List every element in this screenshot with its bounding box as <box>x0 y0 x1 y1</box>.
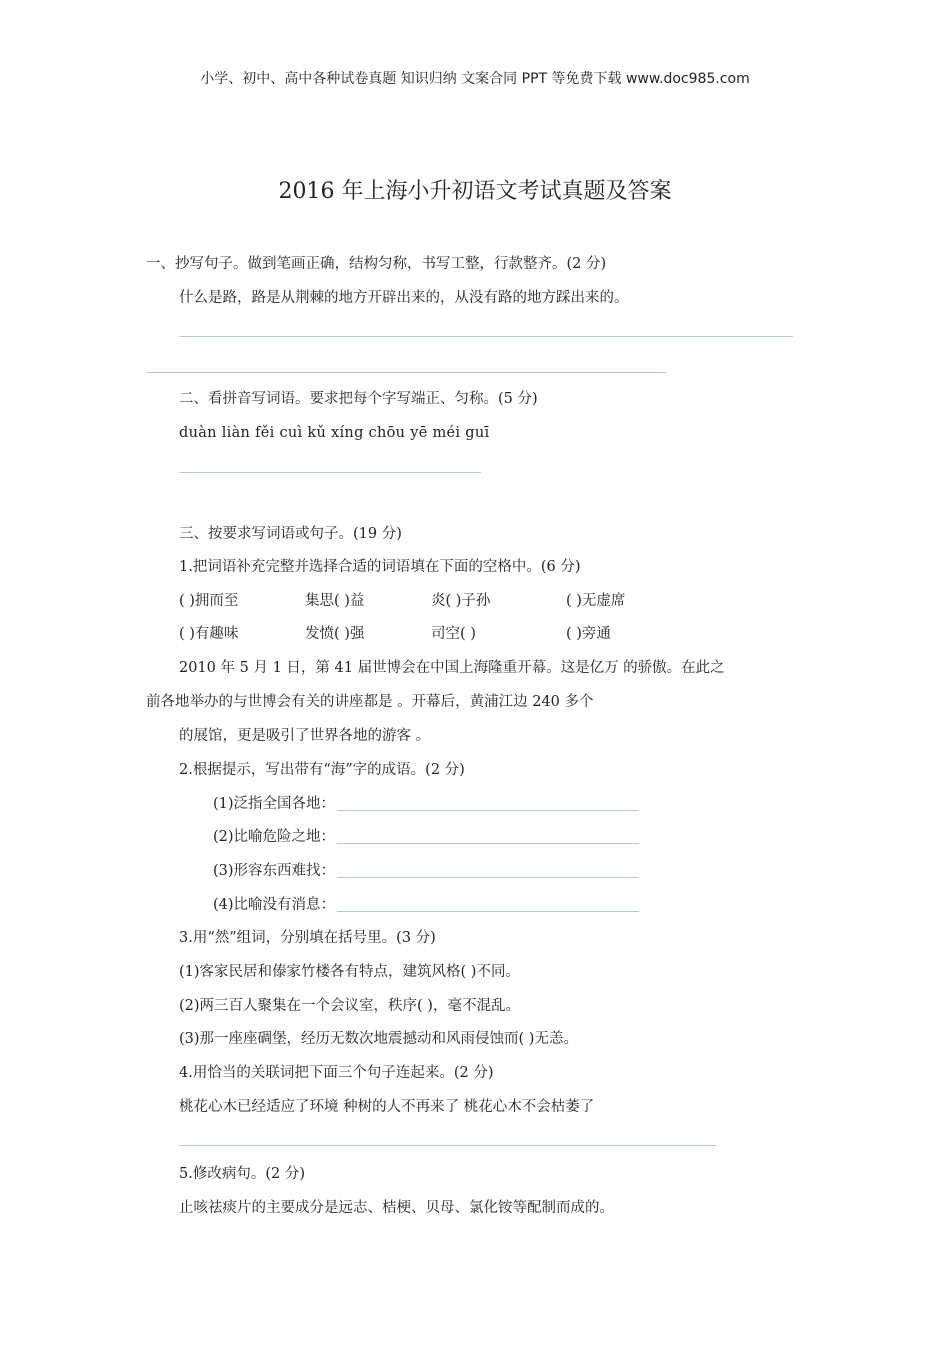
q5-heading: 5.修改病句。(2 分) <box>179 1166 305 1182</box>
q1-heading: 1.把词语补充完整并选择合适的词语填在下面的空格中。(6 分) <box>179 559 581 575</box>
section-2-heading: 二、看拼音写词语。要求把每个字写端正、匀称。(5 分) <box>179 391 538 407</box>
section-1-sentence: 什么是路，路是从荆棘的地方开辟出来的，从没有路的地方踩出来的。 <box>179 290 629 306</box>
q4-sentence: 桃花心木已经适应了环境 种树的人不再来了 桃花心木不会枯萎了 <box>179 1099 595 1115</box>
idiom-blank: 炎( )子孙 <box>431 593 491 609</box>
q4-heading: 4.用恰当的关联词把下面三个句子连起来。(2 分) <box>179 1065 494 1081</box>
passage-line: 2010 年 5 月 1 日，第 41 届世博会在中国上海隆重开幕。这是亿万 的骄傲。在此之 <box>179 660 725 676</box>
page-title: 2016 年上海小升初语文考试真题及答案 <box>278 179 672 204</box>
section-3-heading: 三、按要求写词语或句子。(19 分) <box>179 526 402 542</box>
section-1-heading: 一、抄写句子。做到笔画正确，结构匀称，书写工整，行款整齐。(2 分) <box>146 256 607 272</box>
q3-item: (3)那一座座碉堡，经历无数次地震撼动和风雨侵蚀而( )无恙。 <box>179 1031 578 1047</box>
q5-sentence: 止咳祛痰片的主要成分是远志、桔梗、贝母、氯化铵等配制而成的。 <box>179 1200 614 1216</box>
answer-blank <box>337 829 639 844</box>
q2-item <box>213 895 639 915</box>
q2-item <box>213 861 639 881</box>
idiom-blank: 司空( ) <box>431 626 476 642</box>
idiom-blank: ( )旁通 <box>566 626 611 642</box>
q2-item-label: (1)泛指全国各地： <box>213 796 336 812</box>
answer-line <box>179 336 793 337</box>
q2-item-label: (2)比喻危险之地： <box>213 829 336 845</box>
q2-item <box>213 794 639 814</box>
q2-item-label: (4)比喻没有消息： <box>213 897 336 913</box>
answer-blank <box>337 796 639 811</box>
idiom-blank: ( )有趣味 <box>179 626 239 642</box>
q2-item-label: (3)形容东西难找： <box>213 863 336 879</box>
q2-item <box>213 827 639 847</box>
passage-line: 前各地举办的与世博会有关的讲座都是 。开幕后，黄浦江边 240 多个 <box>146 694 594 710</box>
idiom-blank: ( )无虚席 <box>566 593 626 609</box>
answer-blank <box>337 897 639 912</box>
answer-blank <box>337 863 639 878</box>
idiom-blank: 发愤( )强 <box>305 626 365 642</box>
idiom-blank: ( )拥而至 <box>179 593 239 609</box>
q3-heading: 3.用“然”组词，分别填在括号里。(3 分) <box>179 930 436 946</box>
q3-item: (1)客家民居和傣家竹楼各有特点，建筑风格( )不同。 <box>179 964 520 980</box>
passage-line: 的展馆，更是吸引了世界各地的游客 。 <box>179 728 431 744</box>
q3-item: (2)两三百人聚集在一个会议室，秩序( )，毫不混乱。 <box>179 998 520 1014</box>
page-header: 小学、初中、高中各种试卷真题 知识归纳 文案合同 PPT 等免费下载 www.doc985.com <box>200 71 750 87</box>
idiom-blank: 集思( )益 <box>305 593 365 609</box>
pinyin-prompt: duàn liàn fěi cuì kǔ xíng chōu yē méi guī <box>179 425 490 441</box>
q2-heading: 2.根据提示，写出带有“海”字的成语。(2 分) <box>179 762 465 778</box>
answer-line <box>179 472 481 473</box>
answer-line <box>146 372 666 373</box>
answer-line <box>179 1145 716 1146</box>
